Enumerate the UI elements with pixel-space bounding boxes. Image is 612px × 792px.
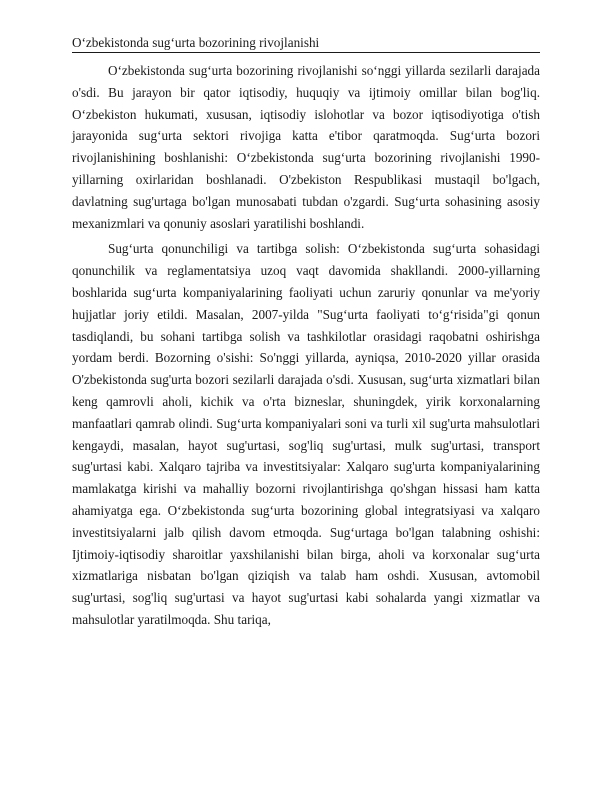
running-header: O‘zbekistonda sug‘urta bozorining rivojlanishi [72, 34, 540, 53]
body-text [72, 60, 540, 635]
paragraph-2: Sug‘urta qonunchiligi va tartibga solish: O‘zbekistonda sug‘urta sohasidagi qonunchilik va reglamentatsiya uzoq vaqt davomida shakllandi. 2000-yillarning boshlarida sug‘urta kompaniyalarining faoliyati uchun zaruriy qonunlar va me'yoriy hujjatlar joriy etildi. Masalan, 2007-yilda "Sug‘urta faoliyati to‘g‘risida"gi qonun tasdiqlandi, bu sohani tartibga solish va tashkilotlar orasidagi raqobatni oshirishga yordam berdi. Bozorning o'sishi: So'nggi yillarda, ayniqsa, 2010-2020 yillar orasida O'zbekistonda sug'urta bozori sezilarli darajada o'sdi. Xususan, sug‘urta xizmatlari bilan keng qamrovli aholi, kichik va o'rta bizneslar, shuningdek, yirik korxonalarning manfaatlari qamrab olindi. Sug‘urta kompaniyalari soni va turli xil sug'urta mahsulotlari kengaydi, masalan, hayot sug'urtasi, sog'liq sug'urtasi, mulk sug'urtasi, transport sug'urtasi kabi. Xalqaro tajriba va investitsiyalar: Xalqaro sug'urta kompaniyalarining mamlakatga kirishi va mahalliy bozorni rivojlantirishga qo'shgan hissasi ham katta ahamiyatga ega. O‘zbekistonda sug‘urta bozorining global integratsiyasi va xalqaro investitsiyalarni jalb qilish davom etmoqda. Sug‘urtaga bo'lgan talabning oshishi: Ijtimoiy-iqtisodiy sharoitlar yaxshilanishi bilan birga, aholi va korxonalar sug‘urta xizmatlariga nisbatan bo'lgan qiziqish va talab ham oshdi. Xususan, avtomobil sug'urtasi, sog'liq sug'urtasi va hayot sug'urtasi kabi sohalarda yangi xizmatlar va mahsulotlar yaratilmoqda. Shu tariqa, [72, 241, 540, 627]
paragraph-1: O‘zbekistonda sug‘urta bozorining rivojlanishi so‘nggi yillarda sezilarli darajada o'sdi. Bu jarayon bir qator iqtisodiy, huquqiy va ijtimoiy omillar bilan bog'liq. O‘zbekiston hukumati, xususan, iqtisodiy islohotlar va bozor iqtisodiyotiga o'tish jarayonida sug‘urta sektori rivojiga katta e'tibor qaratmoqda. Sug‘urta bozori rivojlanishining boshlanishi: O‘zbekistonda sug‘urta bozorining rivojlanishi 1990-yillarning oxirlaridan boshlanadi. O'zbekiston Respublikasi mustaqil bo'lgach, davlatning sug'urtaga bo'lgan munosabati tubdan o'zgardi. Sug‘urta sohasining asosiy mexanizmlari va qonuniy asoslari yaratilishi boshlandi. [72, 63, 540, 231]
